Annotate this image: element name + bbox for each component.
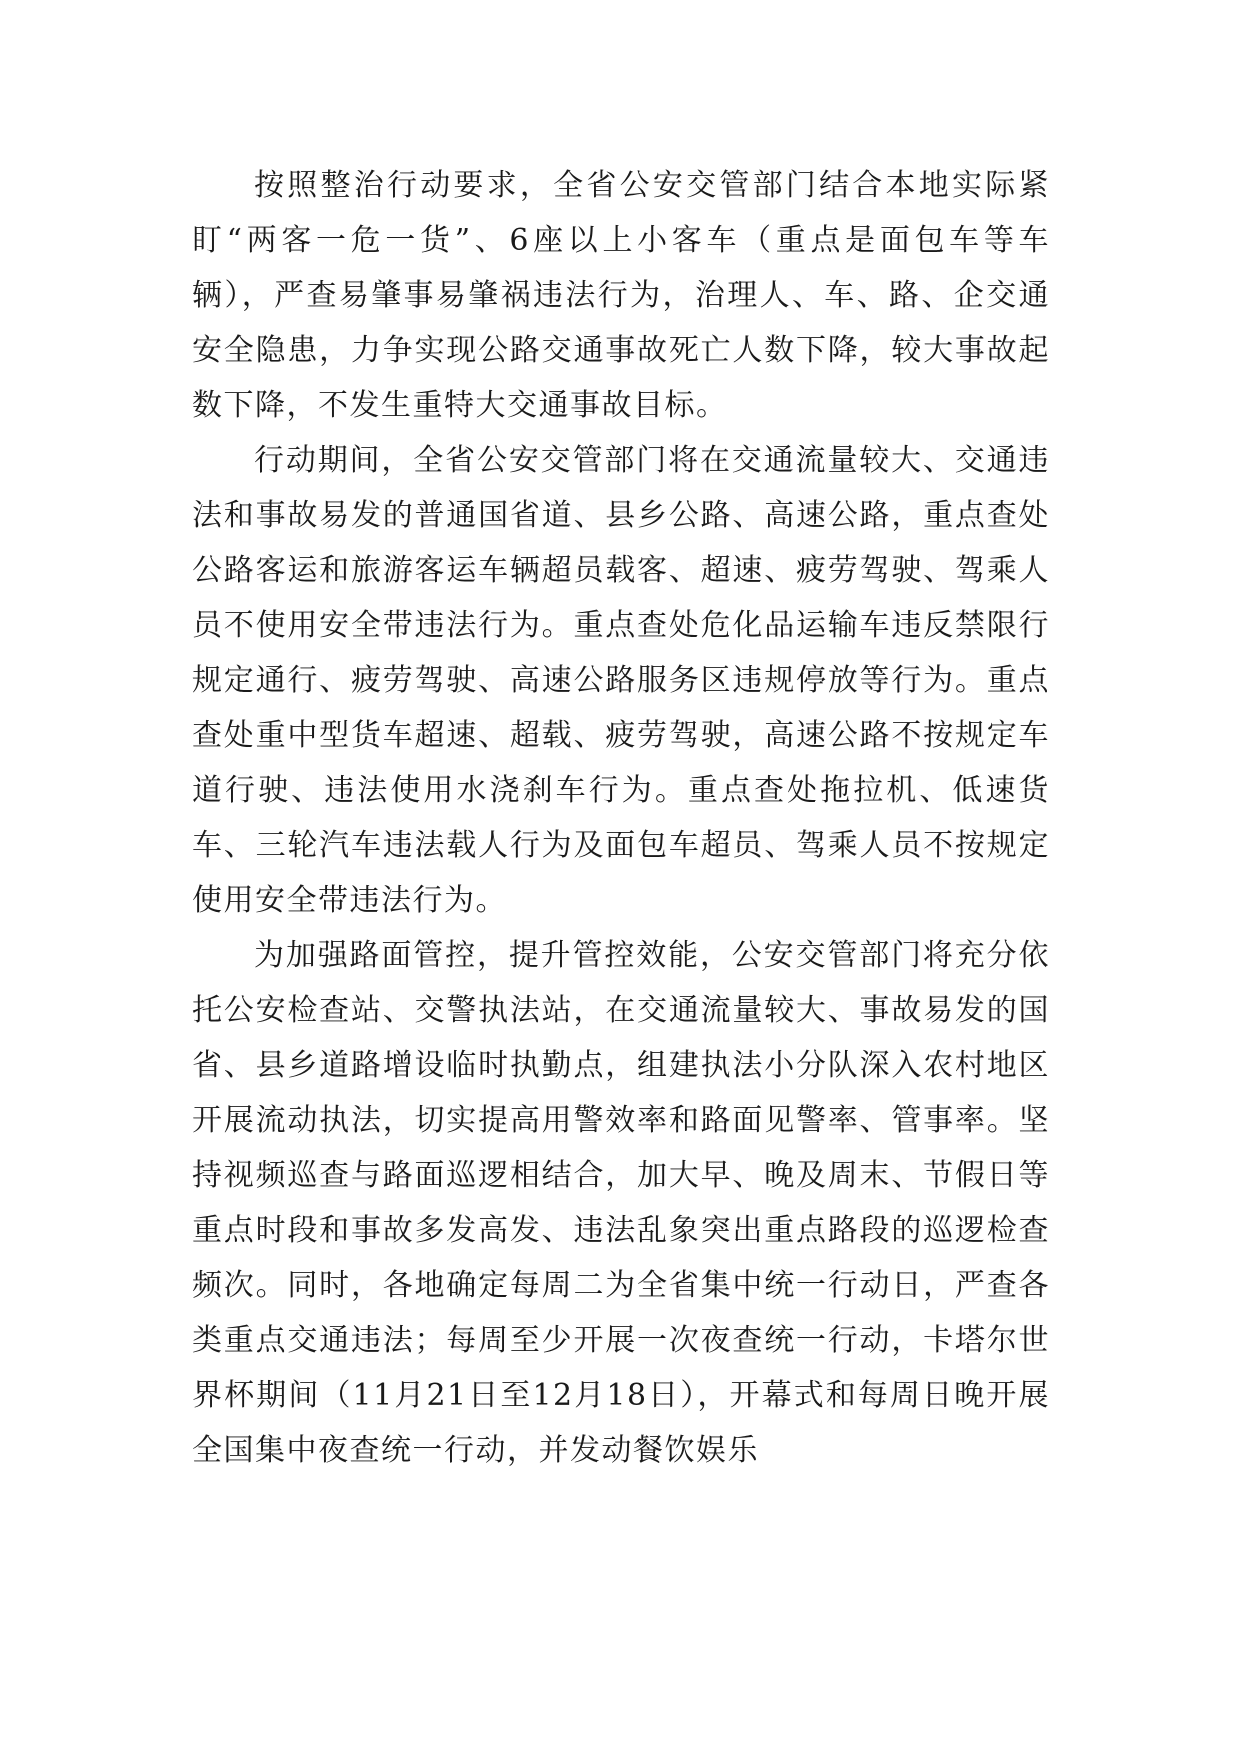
document-body	[192, 158, 1050, 1478]
paragraph-road-control: 为加强路面管控，提升管控效能，公安交管部门将充分依托公安检查站、交警执法站，在交通流量较大、事故易发的国省、县乡道路增设临时执勤点，组建执法小分队深入农村地区开展流动执法，切实提高用警效率和路面见警率、管事率。坚持视频巡查与路面巡逻相结合，加大早、晚及周末、节假日等重点时段和事故多发高发、违法乱象突出重点路段的巡逻检查频次。同时，各地确定每周二为全省集中统一行动日，严查各类重点交通违法；每周至少开展一次夜查统一行动，卡塔尔世界杯期间（11月21日至12月18日），开幕式和每周日晚开展全国集中夜查统一行动，并发动餐饮娱乐	[192, 938, 1050, 1468]
paragraph-rectification-goals: 按照整治行动要求，全省公安交管部门结合本地实际紧盯“两客一危一货”、6座以上小客车（重点是面包车等车辆），严查易肇事易肇祸违法行为，治理人、车、路、企交通安全隐患，力争实现公路交通事故死亡人数下降，较大事故起数下降，不发生重特大交通事故目标。	[192, 168, 1050, 423]
paragraph-enforcement-focus: 行动期间，全省公安交管部门将在交通流量较大、交通违法和事故易发的普通国省道、县乡公路、高速公路，重点查处公路客运和旅游客运车辆超员载客、超速、疲劳驾驶、驾乘人员不使用安全带违法行为。重点查处危化品运输车违反禁限行规定通行、疲劳驾驶、高速公路服务区违规停放等行为。重点查处重中型货车超速、超载、疲劳驾驶，高速公路不按规定车道行驶、违法使用水浇刹车行为。重点查处拖拉机、低速货车、三轮汽车违法载人行为及面包车超员、驾乘人员不按规定使用安全带违法行为。	[192, 443, 1050, 918]
